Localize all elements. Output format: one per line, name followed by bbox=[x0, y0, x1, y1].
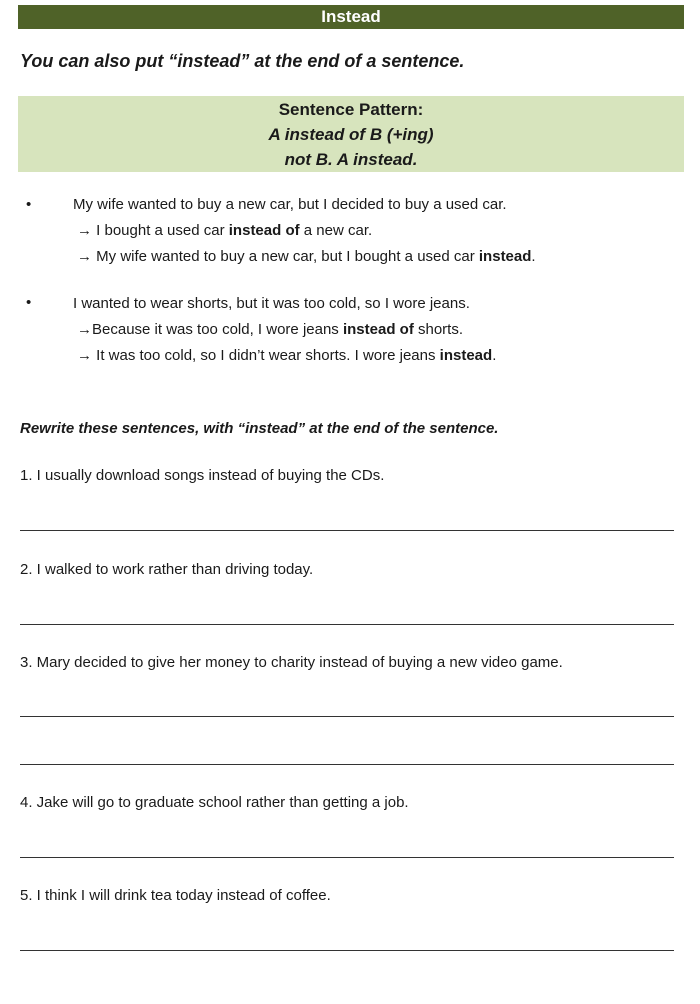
answer-line-3a[interactable] bbox=[20, 716, 674, 717]
worksheet-title: Instead bbox=[18, 5, 684, 29]
rewrite-keyword: instead bbox=[478, 248, 532, 265]
rewrite-keyword: instead of bbox=[228, 222, 300, 239]
question-5: 5. I think I will drink tea today instead of coffee. bbox=[20, 887, 331, 904]
answer-line-3b[interactable] bbox=[20, 764, 674, 765]
answer-line-1[interactable] bbox=[20, 530, 674, 531]
rewrite-prefix: → I bought a used car bbox=[77, 222, 229, 239]
answer-line-5[interactable] bbox=[20, 950, 674, 951]
rewrite-suffix: . bbox=[531, 248, 536, 265]
rewrite-prefix: →Because it was too cold, I wore jeans bbox=[77, 321, 343, 338]
bullet-icon: • bbox=[26, 196, 32, 213]
answer-line-4[interactable] bbox=[20, 857, 674, 858]
rewrite-suffix: . bbox=[492, 347, 497, 364]
question-4: 4. Jake will go to graduate school rather than getting a job. bbox=[20, 794, 409, 811]
pattern-line-2: not B. A instead. bbox=[284, 150, 418, 169]
rewrite-suffix: shorts. bbox=[413, 321, 463, 338]
rewrite-prefix: → It was too cold, so I didn’t wear shorts. I wore jeans bbox=[77, 347, 440, 364]
question-2: 2. I walked to work rather than driving today. bbox=[20, 561, 314, 578]
rewrite-keyword: instead bbox=[439, 347, 493, 364]
rewrite-prefix: → My wife wanted to buy a new car, but I bought a used car bbox=[77, 248, 479, 265]
question-1: 1. I usually download songs instead of buying the CDs. bbox=[20, 467, 385, 484]
exercise-instructions: Rewrite these sentences, with “instead” at the end of the sentence. bbox=[20, 420, 499, 437]
intro-text: You can also put “instead” at the end of a sentence. bbox=[20, 51, 465, 71]
pattern-heading: Sentence Pattern: bbox=[278, 100, 424, 119]
question-3: 3. Mary decided to give her money to charity instead of buying a new video game. bbox=[20, 654, 563, 671]
bullet-icon: • bbox=[26, 294, 32, 311]
sentence-pattern-box bbox=[18, 96, 684, 172]
example-1-sentence: My wife wanted to buy a new car, but I decided to buy a used car. bbox=[73, 196, 507, 213]
example-2-rewrite-1 bbox=[77, 321, 463, 338]
example-2-rewrite-2 bbox=[77, 347, 496, 364]
example-1-rewrite-2 bbox=[77, 248, 536, 265]
answer-line-2[interactable] bbox=[20, 624, 674, 625]
example-1-rewrite-1 bbox=[77, 222, 372, 239]
example-2-sentence: I wanted to wear shorts, but it was too cold, so I wore jeans. bbox=[73, 295, 470, 312]
rewrite-suffix: a new car. bbox=[299, 222, 373, 239]
rewrite-keyword: instead of bbox=[342, 321, 414, 338]
pattern-line-1: A instead of B (+ing) bbox=[268, 125, 434, 144]
